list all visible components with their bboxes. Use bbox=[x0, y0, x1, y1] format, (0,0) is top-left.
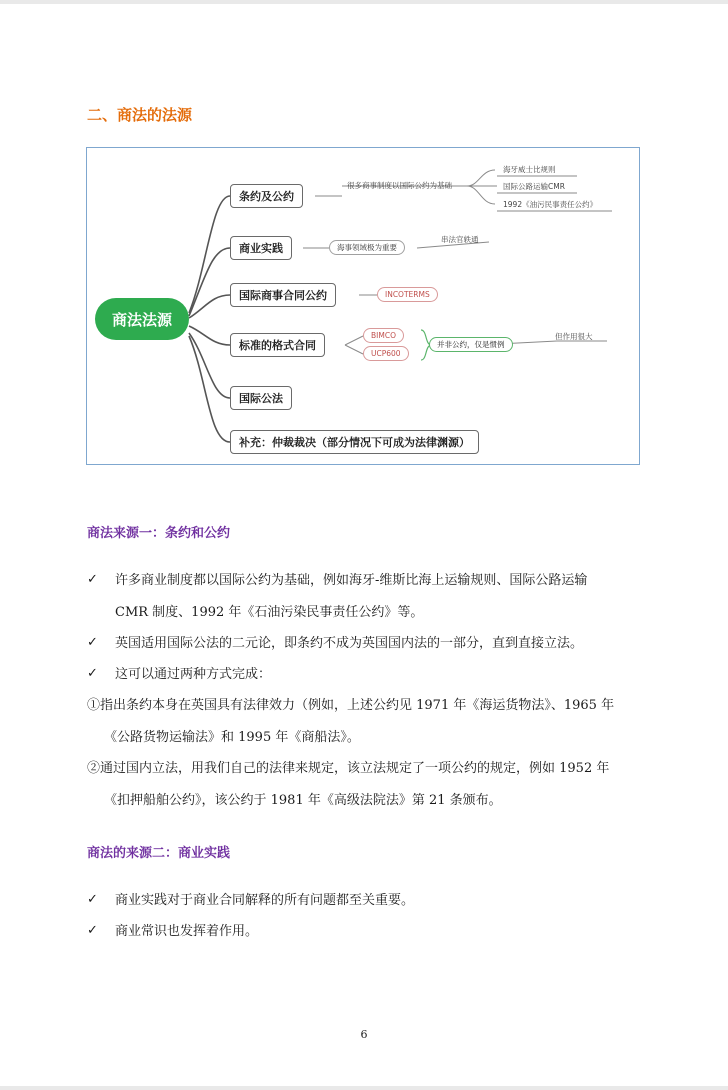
mindmap-root: 商法法源 bbox=[95, 298, 189, 340]
check-icon: ✓ bbox=[87, 635, 98, 650]
bimco-tag: BIMCO bbox=[363, 328, 404, 343]
treaty-example-1: 海牙威士比规则 bbox=[503, 165, 556, 174]
source1-bullet-2: 英国适用国际公法的二元论，即条约不成为英国国内法的一部分，直到直接立法。 bbox=[115, 636, 584, 651]
source2-bullet-1: 商业实践对于商业合同解释的所有问题都至关重要。 bbox=[115, 893, 415, 908]
top-divider bbox=[0, 0, 728, 4]
treaty-note: 很多商事制度以国际公约为基础 bbox=[347, 181, 452, 190]
branch-public-intl-law: 国际公法 bbox=[230, 386, 292, 410]
forms-custom-tag: 并非公约，仅是惯例 bbox=[429, 337, 513, 352]
check-icon: ✓ bbox=[87, 892, 98, 907]
mindmap-figure bbox=[86, 147, 640, 465]
source1-bullet-3: 这可以通过两种方式完成： bbox=[115, 667, 272, 682]
method-2-line-2: 《扣押船舶公约》，该公约于 1981 年《高级法院法》第 21 条颁布。 bbox=[104, 793, 502, 808]
method-1-line-2: 《公路货物运输法》和 1995 年《商船法》。 bbox=[104, 730, 360, 745]
branch-arbitration-awards: 补充：仲裁裁决（部分情况下可成为法律渊源） bbox=[230, 430, 479, 454]
source1-bullet-1-line-1: 许多商业制度都以国际公约为基础，例如海牙-维斯比海上运输规则、国际公路运输 bbox=[115, 573, 588, 588]
section-title: 二、商法的法源 bbox=[87, 106, 193, 124]
check-icon: ✓ bbox=[87, 923, 98, 938]
source1-bullet-1-line-2: CMR 制度、1992 年《石油污染民事责任公约》等。 bbox=[115, 605, 424, 620]
branch-commercial-practice: 商业实践 bbox=[230, 236, 292, 260]
source2-bullet-2: 商业常识也发挥着作用。 bbox=[115, 924, 259, 939]
bottom-divider bbox=[0, 1086, 728, 1090]
method-1-line-1: ①指出条约本身在英国具有法律效力（例如，上述公约见 1971 年《海运货物法》、1965 年 bbox=[87, 698, 615, 713]
method-2-line-1: ②通过国内立法，用我们自己的法律来规定，该立法规定了一项公约的规定，例如 1952 年 bbox=[87, 761, 610, 776]
branch-standard-form-contracts: 标准的格式合同 bbox=[230, 333, 325, 357]
forms-note: 但作用很大 bbox=[555, 332, 593, 341]
treaty-example-2: 国际公路运输CMR bbox=[503, 182, 565, 191]
check-icon: ✓ bbox=[87, 572, 98, 587]
page-number: 6 bbox=[360, 1028, 368, 1041]
check-icon: ✓ bbox=[87, 666, 98, 681]
branch-intl-contract-convention: 国际商事合同公约 bbox=[230, 283, 336, 307]
practice-tag: 海事领域极为重要 bbox=[329, 240, 405, 255]
treaty-example-3: 1992《油污民事责任公约》 bbox=[503, 200, 598, 209]
branch-treaties: 条约及公约 bbox=[230, 184, 303, 208]
ucp600-tag: UCP600 bbox=[363, 346, 409, 361]
source1-heading: 商法来源一：条约和公约 bbox=[87, 526, 231, 541]
practice-note: 串法官轶通 bbox=[441, 235, 479, 244]
source2-heading: 商法的来源二：商业实践 bbox=[87, 846, 231, 861]
incoterms-tag: INCOTERMS bbox=[377, 287, 438, 302]
